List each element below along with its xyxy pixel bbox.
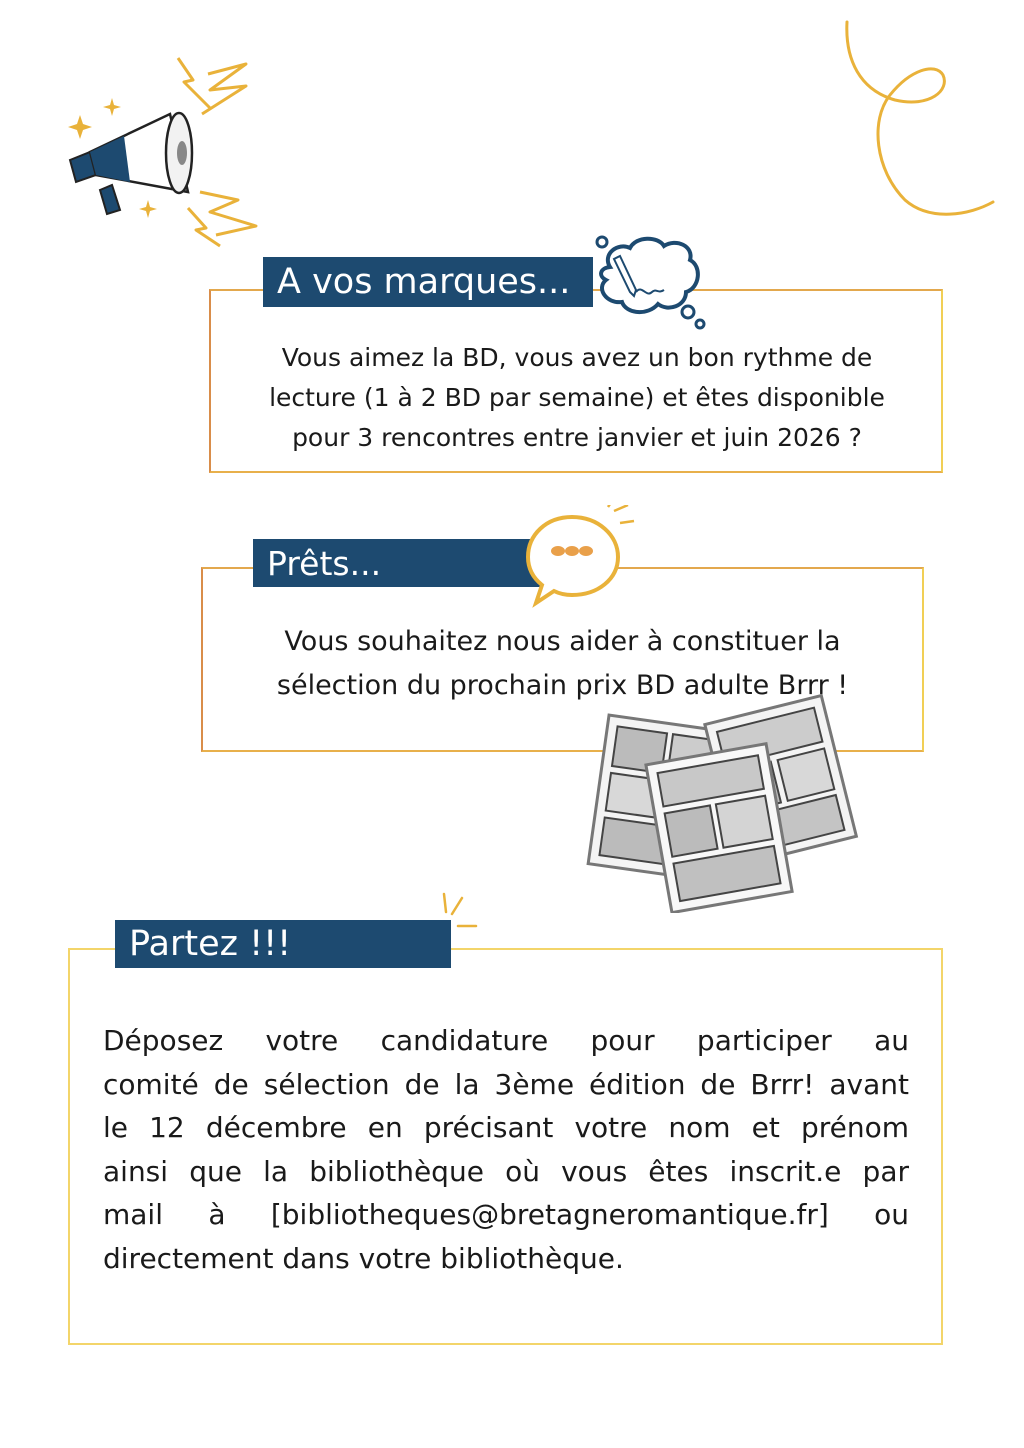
section-title-partez: Partez !!! [115,920,451,968]
text-line: Vous souhaitez nous aider à constituer la [284,626,841,657]
text-line: Vous aimez la BD, vous avez un bon rythme de [281,343,873,372]
section-title-a-vos-marques: A vos marques... [263,257,593,307]
swirl-decoration-icon [835,20,1005,220]
speech-bubble-icon [522,505,637,610]
text-line: le 12 décembre en précisant votre nom et prénom [103,1111,909,1144]
text-line: directement dans votre bibliothèque. [103,1241,624,1275]
text-line: pour 3 rencontres entre janvier et juin 2026 ? [292,423,862,452]
text-line: mail à [bibliotheques@bretagneromantique.fr] ou [103,1198,909,1231]
megaphone-icon [60,50,265,250]
text-line: sélection du prochain prix BD adulte Brrr ! [276,670,849,701]
section-title-prets: Prêts... [253,539,540,587]
text-line: Déposez votre candidature pour participer au [103,1024,909,1057]
comic-pages-icon [580,688,860,913]
section-body-a-vos-marques [226,338,928,458]
section-body-partez [103,1019,909,1280]
text-line: ainsi que la bibliothèque où vous êtes inscrit.e par [103,1154,909,1188]
text-line: comité de sélection de la 3ème édition de Brrr! avant [103,1067,909,1101]
pencil-thought-bubble-icon [588,232,713,332]
text-line: lecture (1 à 2 BD par semaine) et êtes disponible [269,383,885,412]
